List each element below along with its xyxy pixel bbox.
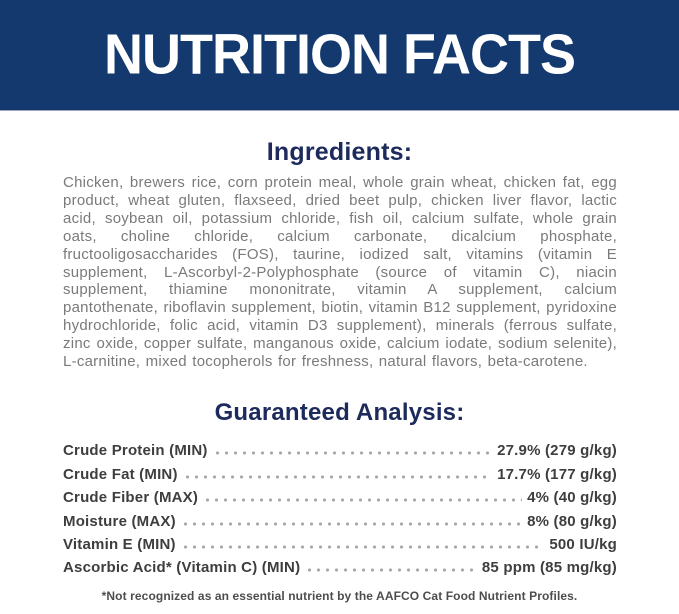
page-title: NUTRITION FACTS — [104, 23, 575, 87]
analysis-row — [63, 506, 617, 529]
analysis-value: 4% (40 g/kg) — [527, 489, 617, 507]
header-band — [0, 0, 679, 111]
analysis-label: Crude Protein (MIN) — [63, 442, 208, 460]
footnote: *Not recognized as an essential nutrient by the AAFCO Cat Food Nutrient Profiles. — [101, 589, 578, 603]
dotted-leader — [213, 451, 492, 455]
analysis-value: 500 IU/kg — [549, 535, 617, 553]
analysis-row — [63, 530, 617, 553]
ingredients-heading: Ingredients: — [266, 138, 413, 166]
analysis-row — [63, 459, 617, 482]
analysis-label: Moisture (MAX) — [63, 512, 176, 530]
analysis-label: Crude Fiber (MAX) — [63, 489, 199, 507]
analysis-row — [63, 483, 617, 506]
dotted-leader — [181, 522, 522, 526]
analysis-row — [63, 436, 617, 459]
dotted-leader — [203, 498, 522, 502]
analysis-row — [63, 553, 617, 576]
analysis-label: Ascorbic Acid* (Vitamin C) (MIN) — [63, 559, 301, 577]
dotted-leader — [305, 568, 477, 572]
dotted-leader — [183, 475, 492, 479]
dotted-leader — [181, 545, 545, 549]
analysis-label: Vitamin E (MIN) — [63, 535, 176, 553]
analysis-label: Crude Fat (MIN) — [63, 465, 178, 483]
analysis-table — [63, 436, 617, 576]
analysis-value: 17.7% (177 g/kg) — [497, 465, 617, 483]
guaranteed-analysis-heading: Guaranteed Analysis: — [214, 398, 465, 426]
ingredients-text: Chicken, brewers rice, corn protein meal, whole grain wheat, chicken fat, egg product, wheat gluten, flaxseed, dried beet pulp, chicken liver flavor, lactic acid, soybean oil, potassium chloride, fish oil, calcium sulfate, whole grain oats, choline chloride, calcium carbonate, dicalcium phosphate, fructooligosaccharides (FOS), taurine, iodized salt, vitamins (vitamin E supplement, L-Ascorbyl-2-Polyphosphate (source of vitamin C), niacin supplement, thiamine mononitrate, vitamin A supplement, calcium pantothenate, riboflavin supplement, biotin, vitamin B12 supplement, pyridoxine hydrochloride, folic acid, vitamin D3 supplement), minerals (ferrous sulfate, zinc oxide, copper sulfate, manganous oxide, calcium iodate, sodium selenite), L-carnitine, mixed tocopherols for freshness, natural flavors, beta-carotene. — [63, 174, 617, 371]
analysis-value: 85 ppm (85 mg/kg) — [481, 559, 617, 577]
analysis-value: 27.9% (279 g/kg) — [497, 442, 617, 460]
analysis-value: 8% (80 g/kg) — [527, 512, 617, 530]
